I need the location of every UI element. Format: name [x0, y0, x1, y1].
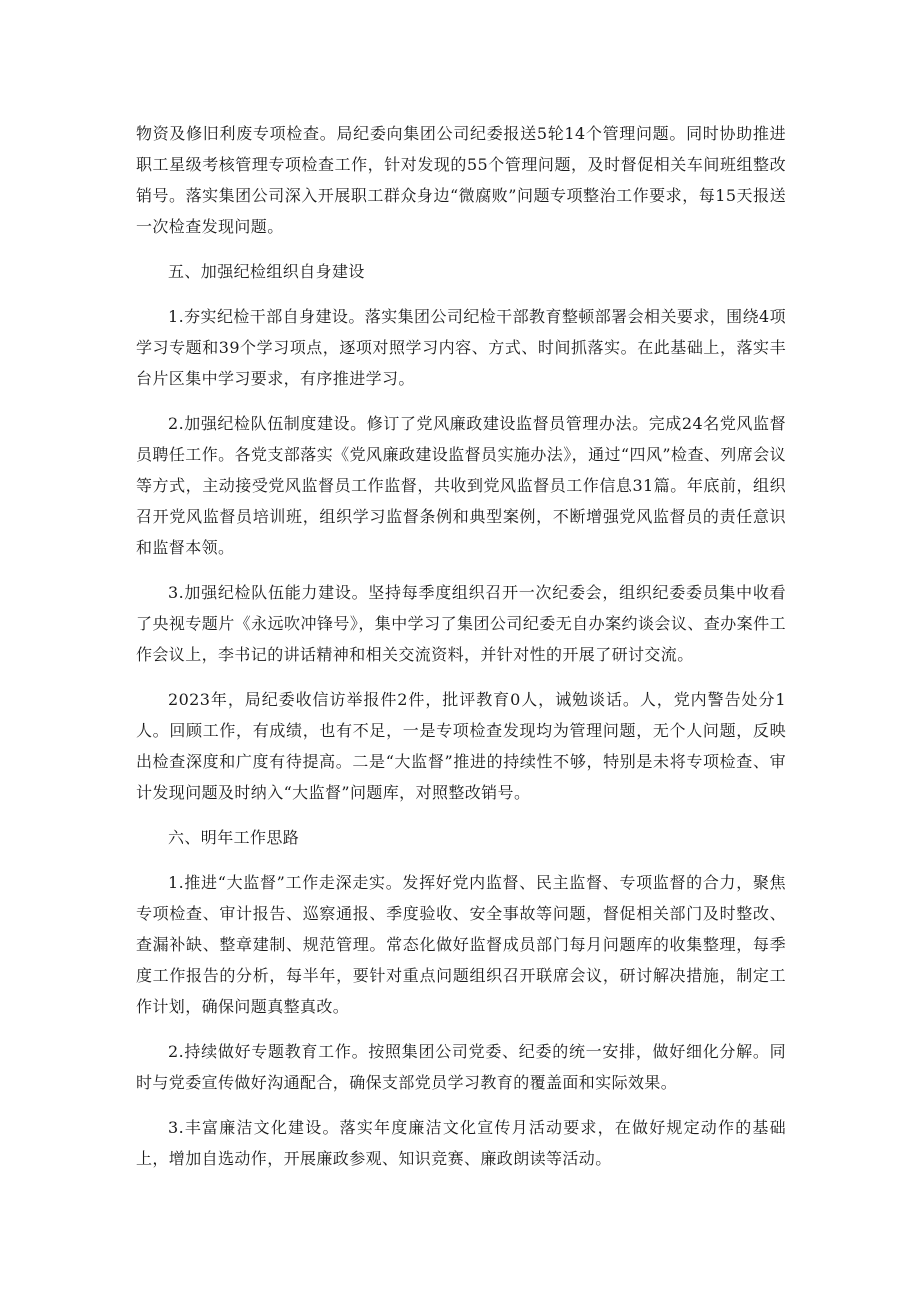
paragraph-5-1: 1.夯实纪检干部自身建设。落实集团公司纪检干部教育整顿部署会相关要求，围绕4项学习专题和39个学习项点，逐项对照学习内容、方式、时间抓落实。在此基础上，落实丰台片区集中学习要求，有序推进学习。 — [136, 307, 786, 388]
paragraph-6-1: 1.推进“大监督”工作走深走实。发挥好党内监督、民主监督、专项监督的合力，聚焦专项检查、审计报告、巡察通报、季度验收、安全事故等问题，督促相关部门及时整改、查漏补缺、整章建制、规范管理。常态化做好监督成员部门每月问题库的收集整理，每季度工作报告的分析，每半年，要针对重点问题组织召开联席会议，研讨解决措施，制定工作计划，确保问题真整真改。 — [136, 873, 786, 1016]
paragraph-summary: 2023年，局纪委收信访举报件2件，批评教育0人，诫勉谈话。人，党内警告处分1人。回顾工作，有成绩，也有不足，一是专项检查发现均为管理问题，无个人问题，反映出检查深度和广度有待提高。二是“大监督”推进的持续性不够，特别是未将专项检查、审计发现问题及时纳入“大监督”问题库，对照整改销号。 — [136, 690, 786, 802]
paragraph-6-2: 2.持续做好专题教育工作。按照集团公司党委、纪委的统一安排，做好细化分解。同时与党委宣传做好沟通配合，确保支部党员学习教育的覆盖面和实际效果。 — [136, 1042, 786, 1092]
paragraph-5-2: 2.加强纪检队伍制度建设。修订了党风廉政建设监督员管理办法。完成24名党风监督员聘任工作。各党支部落实《党风廉政建设监督员实施办法》，通过“四风”检查、列席会议等方式，主动接受党风监督员工作监督，共收到党风监督员工作信息31篇。年底前，组织召开党风监督员培训班，组织学习监督条例和典型案例，不断增强党风监督员的责任意识和监督本领。 — [136, 414, 786, 557]
document-page — [136, 118, 786, 1188]
paragraph-5-3: 3.加强纪检队伍能力建设。坚持每季度组织召开一次纪委会，组织纪委委员集中收看了央视专题片《永远吹冲锋号》，集中学习了集团公司纪委无自办案约谈会议、查办案件工作会议上，李书记的讲话精神和相关交流资料，并针对性的开展了研讨交流。 — [136, 583, 786, 664]
paragraph-intro: 物资及修旧利废专项检查。局纪委向集团公司纪委报送5轮14个管理问题。同时协助推进职工星级考核管理专项检查工作，针对发现的55个管理问题，及时督促相关车间班组整改销号。落实集团公司深入开展职工群众身边“微腐败”问题专项整治工作要求，每15天报送一次检查发现问题。 — [136, 124, 786, 236]
section-heading-5: 五、加强纪检组织自身建设 — [168, 262, 365, 281]
paragraph-6-3: 3.丰富廉洁文化建设。落实年度廉洁文化宣传月活动要求，在做好规定动作的基础上，增加自选动作，开展廉政参观、知识竞赛、廉政朗读等活动。 — [136, 1118, 786, 1168]
section-heading-6: 六、明年工作思路 — [168, 828, 300, 847]
